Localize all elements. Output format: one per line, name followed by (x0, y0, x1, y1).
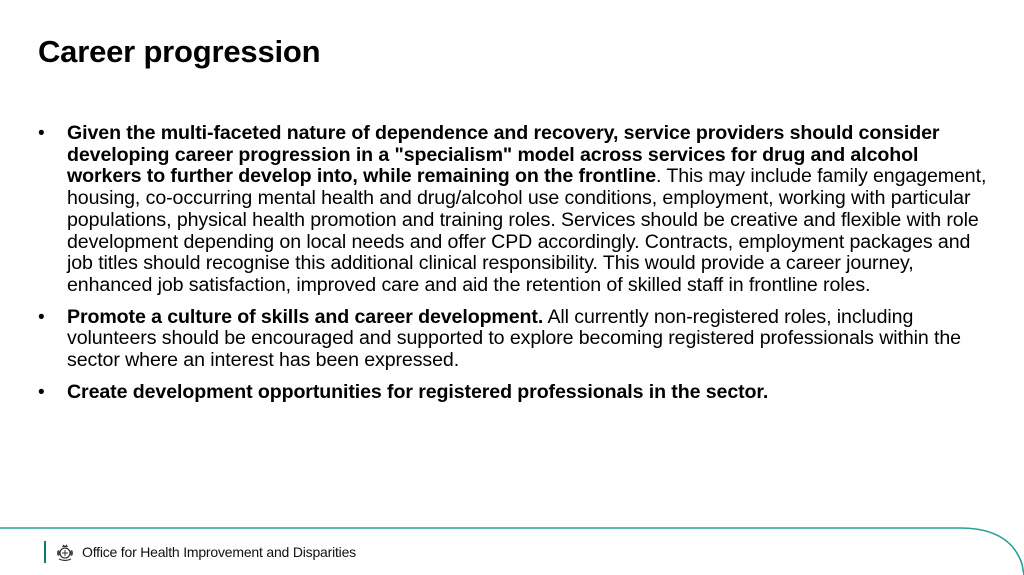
bullet-item (38, 123, 988, 297)
bullet-body-text: All currently non-registered roles, including volunteers should be encouraged and supported to explore becoming registered professionals within the sector where an interest has been expressed. (67, 305, 961, 372)
royal-crest-icon (54, 541, 76, 563)
bullet-list (38, 123, 988, 413)
bullet-bold-text: Create development opportunities for registered professionals in the sector. (67, 380, 769, 403)
bullet-dot-icon: • (38, 381, 45, 403)
footer (44, 540, 356, 564)
bullet-item (38, 307, 988, 372)
bullet-dot-icon: • (38, 123, 45, 144)
slide-title: Career progression (38, 34, 321, 69)
footer-accent-bar (44, 541, 46, 563)
bullet-bold-text: Promote a culture of skills and career development. (67, 305, 544, 328)
organisation-name: Office for Health Improvement and Disparities (82, 544, 356, 560)
bullet-dot-icon: • (38, 306, 45, 328)
bullet-item (38, 382, 988, 404)
bullet-body-text: . This may include family engagement, housing, co-occurring mental health and drug/alcohol use conditions, employment, working with particular populations, physical health promotion and training roles. Services should be creative and flexible with role development depending on local needs and offer CPD accordingly. Contracts, employment packages and job titles should recognise this additional clinical responsibility. This would provide a career journey, enhanced job satisfaction, improved care and aid the retention of skilled staff in frontline roles. (67, 165, 987, 296)
bullet-bold-text: Given the multi-faceted nature of dependence and recovery, service providers should consider developing career progression in a "specialism" model across services for drug and alcohol workers to further develop into, while remaining on the frontline (67, 122, 940, 188)
